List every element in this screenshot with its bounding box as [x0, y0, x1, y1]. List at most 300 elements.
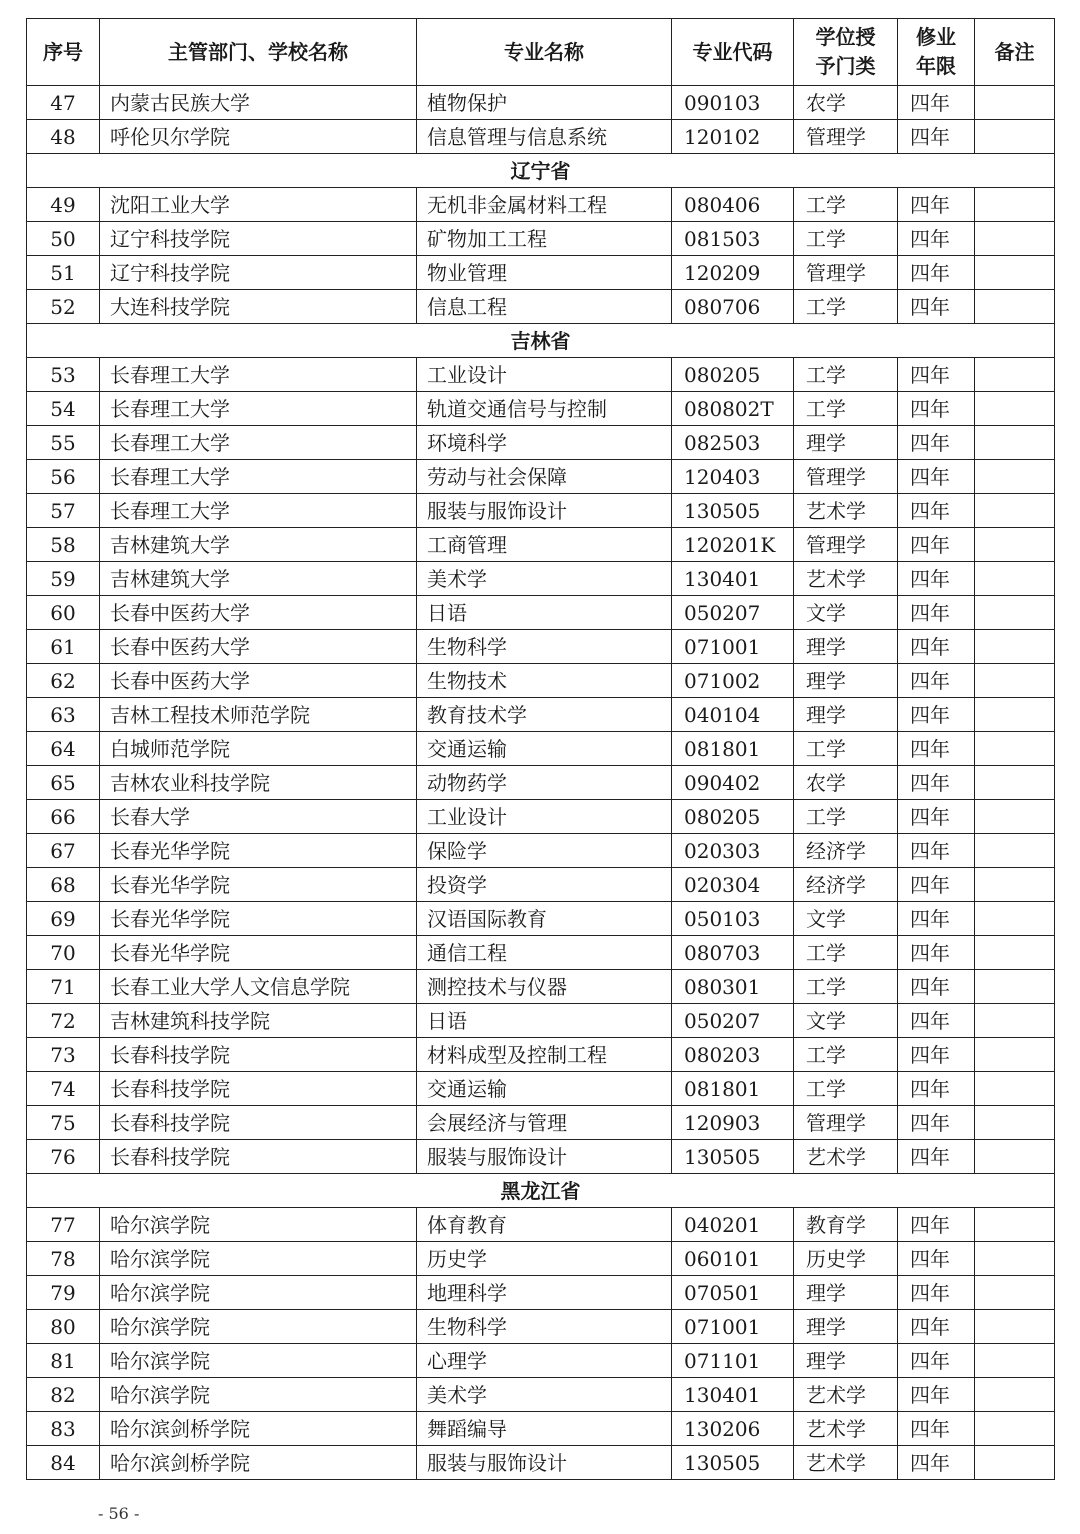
school-name: 大连科技学院 — [100, 290, 417, 324]
header-remarks: 备注 — [975, 19, 1055, 86]
remarks — [975, 1140, 1055, 1174]
study-duration: 四年 — [898, 222, 975, 256]
row-number: 54 — [27, 392, 100, 426]
remarks — [975, 1344, 1055, 1378]
row-number: 70 — [27, 936, 100, 970]
row-number: 59 — [27, 562, 100, 596]
table-row — [27, 766, 1055, 800]
row-number: 80 — [27, 1310, 100, 1344]
row-number: 50 — [27, 222, 100, 256]
major-code: 081503 — [672, 222, 794, 256]
page-number: - 56 - — [98, 1504, 140, 1523]
major-code: 080203 — [672, 1038, 794, 1072]
table-row — [27, 222, 1055, 256]
row-number: 74 — [27, 1072, 100, 1106]
major-code: 130505 — [672, 494, 794, 528]
major-code: 090402 — [672, 766, 794, 800]
table-row — [27, 800, 1055, 834]
school-name: 长春理工大学 — [100, 358, 417, 392]
degree-category: 工学 — [794, 1072, 898, 1106]
school-name: 哈尔滨学院 — [100, 1344, 417, 1378]
school-name: 长春中医药大学 — [100, 630, 417, 664]
major-name: 历史学 — [417, 1242, 672, 1276]
degree-category: 教育学 — [794, 1208, 898, 1242]
remarks — [975, 426, 1055, 460]
major-code: 071002 — [672, 664, 794, 698]
remarks — [975, 1310, 1055, 1344]
degree-category: 工学 — [794, 936, 898, 970]
table-row — [27, 426, 1055, 460]
school-name: 长春光华学院 — [100, 834, 417, 868]
province-name: 黑龙江省 — [27, 1174, 1055, 1208]
table-body — [27, 86, 1055, 1480]
degree-category: 经济学 — [794, 868, 898, 902]
major-code: 080205 — [672, 800, 794, 834]
study-duration: 四年 — [898, 834, 975, 868]
table-row — [27, 1004, 1055, 1038]
major-name: 日语 — [417, 596, 672, 630]
row-number: 69 — [27, 902, 100, 936]
table-row — [27, 528, 1055, 562]
major-name: 劳动与社会保障 — [417, 460, 672, 494]
major-name: 心理学 — [417, 1344, 672, 1378]
degree-category: 管理学 — [794, 256, 898, 290]
study-duration: 四年 — [898, 460, 975, 494]
remarks — [975, 358, 1055, 392]
majors-table-container — [26, 18, 1055, 1480]
major-code: 050207 — [672, 596, 794, 630]
remarks — [975, 868, 1055, 902]
study-duration: 四年 — [898, 1446, 975, 1480]
study-duration: 四年 — [898, 902, 975, 936]
school-name: 长春理工大学 — [100, 426, 417, 460]
major-code: 080205 — [672, 358, 794, 392]
row-number: 49 — [27, 188, 100, 222]
remarks — [975, 1106, 1055, 1140]
major-code: 081801 — [672, 732, 794, 766]
study-duration: 四年 — [898, 1140, 975, 1174]
school-name: 吉林农业科技学院 — [100, 766, 417, 800]
table-row — [27, 1276, 1055, 1310]
school-name: 白城师范学院 — [100, 732, 417, 766]
major-code: 080802T — [672, 392, 794, 426]
study-duration: 四年 — [898, 698, 975, 732]
remarks — [975, 1242, 1055, 1276]
school-name: 哈尔滨剑桥学院 — [100, 1446, 417, 1480]
table-row — [27, 1072, 1055, 1106]
table-row — [27, 1446, 1055, 1480]
degree-category: 艺术学 — [794, 1412, 898, 1446]
table-row — [27, 834, 1055, 868]
school-name: 哈尔滨学院 — [100, 1378, 417, 1412]
study-duration: 四年 — [898, 800, 975, 834]
major-name: 轨道交通信号与控制 — [417, 392, 672, 426]
degree-category: 管理学 — [794, 528, 898, 562]
degree-category: 工学 — [794, 732, 898, 766]
degree-category: 理学 — [794, 630, 898, 664]
degree-category: 艺术学 — [794, 1378, 898, 1412]
major-code: 120102 — [672, 120, 794, 154]
remarks — [975, 86, 1055, 120]
province-row — [27, 154, 1055, 188]
remarks — [975, 630, 1055, 664]
major-name: 植物保护 — [417, 86, 672, 120]
row-number: 51 — [27, 256, 100, 290]
remarks — [975, 834, 1055, 868]
degree-category: 理学 — [794, 426, 898, 460]
major-code: 120903 — [672, 1106, 794, 1140]
remarks — [975, 800, 1055, 834]
study-duration: 四年 — [898, 1106, 975, 1140]
header-major: 专业名称 — [417, 19, 672, 86]
table-row — [27, 1106, 1055, 1140]
major-name: 地理科学 — [417, 1276, 672, 1310]
study-duration: 四年 — [898, 1276, 975, 1310]
major-name: 投资学 — [417, 868, 672, 902]
degree-category: 理学 — [794, 1276, 898, 1310]
major-code: 120403 — [672, 460, 794, 494]
major-code: 080406 — [672, 188, 794, 222]
major-name: 服装与服饰设计 — [417, 494, 672, 528]
table-row — [27, 596, 1055, 630]
study-duration: 四年 — [898, 630, 975, 664]
table-row — [27, 392, 1055, 426]
degree-category: 工学 — [794, 358, 898, 392]
major-code: 040104 — [672, 698, 794, 732]
degree-category: 工学 — [794, 800, 898, 834]
remarks — [975, 290, 1055, 324]
table-row — [27, 698, 1055, 732]
study-duration: 四年 — [898, 494, 975, 528]
major-name: 信息工程 — [417, 290, 672, 324]
row-number: 57 — [27, 494, 100, 528]
remarks — [975, 256, 1055, 290]
row-number: 78 — [27, 1242, 100, 1276]
table-row — [27, 868, 1055, 902]
study-duration: 四年 — [898, 596, 975, 630]
remarks — [975, 1378, 1055, 1412]
study-duration: 四年 — [898, 256, 975, 290]
remarks — [975, 1038, 1055, 1072]
major-code: 081801 — [672, 1072, 794, 1106]
header-code: 专业代码 — [672, 19, 794, 86]
row-number: 75 — [27, 1106, 100, 1140]
table-row — [27, 1310, 1055, 1344]
table-row — [27, 936, 1055, 970]
school-name: 长春理工大学 — [100, 392, 417, 426]
study-duration: 四年 — [898, 358, 975, 392]
degree-category: 工学 — [794, 188, 898, 222]
school-name: 长春光华学院 — [100, 902, 417, 936]
row-number: 63 — [27, 698, 100, 732]
row-number: 56 — [27, 460, 100, 494]
remarks — [975, 460, 1055, 494]
study-duration: 四年 — [898, 868, 975, 902]
header-degree: 学位授予门类 — [794, 19, 898, 86]
degree-category: 艺术学 — [794, 1446, 898, 1480]
row-number: 64 — [27, 732, 100, 766]
major-name: 日语 — [417, 1004, 672, 1038]
major-name: 美术学 — [417, 562, 672, 596]
row-number: 48 — [27, 120, 100, 154]
province-name: 辽宁省 — [27, 154, 1055, 188]
row-number: 67 — [27, 834, 100, 868]
remarks — [975, 1276, 1055, 1310]
remarks — [975, 1208, 1055, 1242]
major-name: 矿物加工工程 — [417, 222, 672, 256]
school-name: 长春工业大学人文信息学院 — [100, 970, 417, 1004]
degree-category: 艺术学 — [794, 562, 898, 596]
table-row — [27, 1242, 1055, 1276]
study-duration: 四年 — [898, 970, 975, 1004]
major-code: 060101 — [672, 1242, 794, 1276]
major-name: 美术学 — [417, 1378, 672, 1412]
major-name: 服装与服饰设计 — [417, 1140, 672, 1174]
major-code: 130401 — [672, 562, 794, 596]
school-name: 长春大学 — [100, 800, 417, 834]
degree-category: 理学 — [794, 698, 898, 732]
table-row — [27, 188, 1055, 222]
header-duration: 修业年限 — [898, 19, 975, 86]
school-name: 长春中医药大学 — [100, 596, 417, 630]
study-duration: 四年 — [898, 1378, 975, 1412]
table-row — [27, 664, 1055, 698]
school-name: 吉林工程技术师范学院 — [100, 698, 417, 732]
remarks — [975, 494, 1055, 528]
school-name: 吉林建筑科技学院 — [100, 1004, 417, 1038]
school-name: 哈尔滨学院 — [100, 1208, 417, 1242]
major-name: 物业管理 — [417, 256, 672, 290]
degree-category: 文学 — [794, 1004, 898, 1038]
major-name: 体育教育 — [417, 1208, 672, 1242]
study-duration: 四年 — [898, 664, 975, 698]
table-row — [27, 290, 1055, 324]
major-name: 环境科学 — [417, 426, 672, 460]
table-row — [27, 1344, 1055, 1378]
major-code: 090103 — [672, 86, 794, 120]
school-name: 长春光华学院 — [100, 868, 417, 902]
school-name: 长春光华学院 — [100, 936, 417, 970]
study-duration: 四年 — [898, 120, 975, 154]
province-name: 吉林省 — [27, 324, 1055, 358]
table-row — [27, 120, 1055, 154]
major-name: 生物科学 — [417, 1310, 672, 1344]
major-code: 120209 — [672, 256, 794, 290]
table-row — [27, 562, 1055, 596]
study-duration: 四年 — [898, 732, 975, 766]
major-name: 工业设计 — [417, 800, 672, 834]
study-duration: 四年 — [898, 766, 975, 800]
major-code: 040201 — [672, 1208, 794, 1242]
remarks — [975, 596, 1055, 630]
table-row — [27, 1378, 1055, 1412]
row-number: 58 — [27, 528, 100, 562]
major-name: 生物技术 — [417, 664, 672, 698]
school-name: 辽宁科技学院 — [100, 256, 417, 290]
degree-category: 农学 — [794, 766, 898, 800]
major-name: 材料成型及控制工程 — [417, 1038, 672, 1072]
remarks — [975, 1446, 1055, 1480]
row-number: 52 — [27, 290, 100, 324]
study-duration: 四年 — [898, 188, 975, 222]
major-code: 050103 — [672, 902, 794, 936]
study-duration: 四年 — [898, 562, 975, 596]
remarks — [975, 562, 1055, 596]
degree-category: 工学 — [794, 290, 898, 324]
degree-category: 文学 — [794, 596, 898, 630]
study-duration: 四年 — [898, 86, 975, 120]
study-duration: 四年 — [898, 1072, 975, 1106]
row-number: 82 — [27, 1378, 100, 1412]
study-duration: 四年 — [898, 1208, 975, 1242]
school-name: 哈尔滨学院 — [100, 1310, 417, 1344]
table-row — [27, 1412, 1055, 1446]
table-row — [27, 630, 1055, 664]
table-row — [27, 460, 1055, 494]
row-number: 47 — [27, 86, 100, 120]
major-name: 动物药学 — [417, 766, 672, 800]
degree-category: 理学 — [794, 1344, 898, 1378]
table-row — [27, 86, 1055, 120]
study-duration: 四年 — [898, 290, 975, 324]
remarks — [975, 222, 1055, 256]
major-code: 071001 — [672, 630, 794, 664]
school-name: 长春理工大学 — [100, 460, 417, 494]
row-number: 62 — [27, 664, 100, 698]
degree-category: 农学 — [794, 86, 898, 120]
school-name: 长春科技学院 — [100, 1038, 417, 1072]
degree-category: 管理学 — [794, 460, 898, 494]
major-name: 工业设计 — [417, 358, 672, 392]
school-name: 哈尔滨学院 — [100, 1242, 417, 1276]
school-name: 长春科技学院 — [100, 1072, 417, 1106]
major-code: 130505 — [672, 1446, 794, 1480]
table-row — [27, 902, 1055, 936]
school-name: 哈尔滨学院 — [100, 1276, 417, 1310]
major-code: 071101 — [672, 1344, 794, 1378]
major-name: 保险学 — [417, 834, 672, 868]
degree-category: 管理学 — [794, 1106, 898, 1140]
province-row — [27, 324, 1055, 358]
major-code: 080301 — [672, 970, 794, 1004]
remarks — [975, 392, 1055, 426]
remarks — [975, 664, 1055, 698]
major-name: 会展经济与管理 — [417, 1106, 672, 1140]
degree-category: 历史学 — [794, 1242, 898, 1276]
remarks — [975, 732, 1055, 766]
row-number: 65 — [27, 766, 100, 800]
school-name: 长春科技学院 — [100, 1106, 417, 1140]
school-name: 沈阳工业大学 — [100, 188, 417, 222]
major-name: 教育技术学 — [417, 698, 672, 732]
school-name: 长春科技学院 — [100, 1140, 417, 1174]
major-name: 服装与服饰设计 — [417, 1446, 672, 1480]
row-number: 53 — [27, 358, 100, 392]
major-name: 工商管理 — [417, 528, 672, 562]
school-name: 吉林建筑大学 — [100, 528, 417, 562]
degree-category: 工学 — [794, 222, 898, 256]
remarks — [975, 698, 1055, 732]
major-code: 080706 — [672, 290, 794, 324]
degree-category: 理学 — [794, 664, 898, 698]
province-row — [27, 1174, 1055, 1208]
remarks — [975, 1004, 1055, 1038]
header-no: 序号 — [27, 19, 100, 86]
school-name: 内蒙古民族大学 — [100, 86, 417, 120]
remarks — [975, 902, 1055, 936]
row-number: 84 — [27, 1446, 100, 1480]
remarks — [975, 766, 1055, 800]
major-name: 信息管理与信息系统 — [417, 120, 672, 154]
remarks — [975, 936, 1055, 970]
major-code: 020303 — [672, 834, 794, 868]
major-name: 舞蹈编导 — [417, 1412, 672, 1446]
majors-table — [26, 18, 1055, 1480]
remarks — [975, 1072, 1055, 1106]
degree-category: 理学 — [794, 1310, 898, 1344]
study-duration: 四年 — [898, 528, 975, 562]
row-number: 68 — [27, 868, 100, 902]
major-name: 汉语国际教育 — [417, 902, 672, 936]
degree-category: 工学 — [794, 1038, 898, 1072]
major-code: 130505 — [672, 1140, 794, 1174]
row-number: 83 — [27, 1412, 100, 1446]
table-row — [27, 494, 1055, 528]
table-row — [27, 256, 1055, 290]
degree-category: 经济学 — [794, 834, 898, 868]
row-number: 76 — [27, 1140, 100, 1174]
major-code: 080703 — [672, 936, 794, 970]
row-number: 55 — [27, 426, 100, 460]
school-name: 哈尔滨剑桥学院 — [100, 1412, 417, 1446]
table-row — [27, 358, 1055, 392]
major-code: 050207 — [672, 1004, 794, 1038]
table-row — [27, 970, 1055, 1004]
school-name: 长春理工大学 — [100, 494, 417, 528]
study-duration: 四年 — [898, 1242, 975, 1276]
row-number: 66 — [27, 800, 100, 834]
major-name: 交通运输 — [417, 732, 672, 766]
major-code: 071001 — [672, 1310, 794, 1344]
study-duration: 四年 — [898, 1038, 975, 1072]
remarks — [975, 528, 1055, 562]
major-name: 无机非金属材料工程 — [417, 188, 672, 222]
table-row — [27, 1140, 1055, 1174]
study-duration: 四年 — [898, 1412, 975, 1446]
major-code: 130401 — [672, 1378, 794, 1412]
major-code: 070501 — [672, 1276, 794, 1310]
major-code: 120201K — [672, 528, 794, 562]
degree-category: 管理学 — [794, 120, 898, 154]
study-duration: 四年 — [898, 1004, 975, 1038]
major-name: 交通运输 — [417, 1072, 672, 1106]
major-name: 生物科学 — [417, 630, 672, 664]
row-number: 60 — [27, 596, 100, 630]
row-number: 71 — [27, 970, 100, 1004]
study-duration: 四年 — [898, 426, 975, 460]
header-school: 主管部门、学校名称 — [100, 19, 417, 86]
row-number: 61 — [27, 630, 100, 664]
major-name: 测控技术与仪器 — [417, 970, 672, 1004]
school-name: 长春中医药大学 — [100, 664, 417, 698]
major-code: 020304 — [672, 868, 794, 902]
school-name: 呼伦贝尔学院 — [100, 120, 417, 154]
remarks — [975, 120, 1055, 154]
remarks — [975, 970, 1055, 1004]
row-number: 81 — [27, 1344, 100, 1378]
row-number: 73 — [27, 1038, 100, 1072]
table-row — [27, 1038, 1055, 1072]
